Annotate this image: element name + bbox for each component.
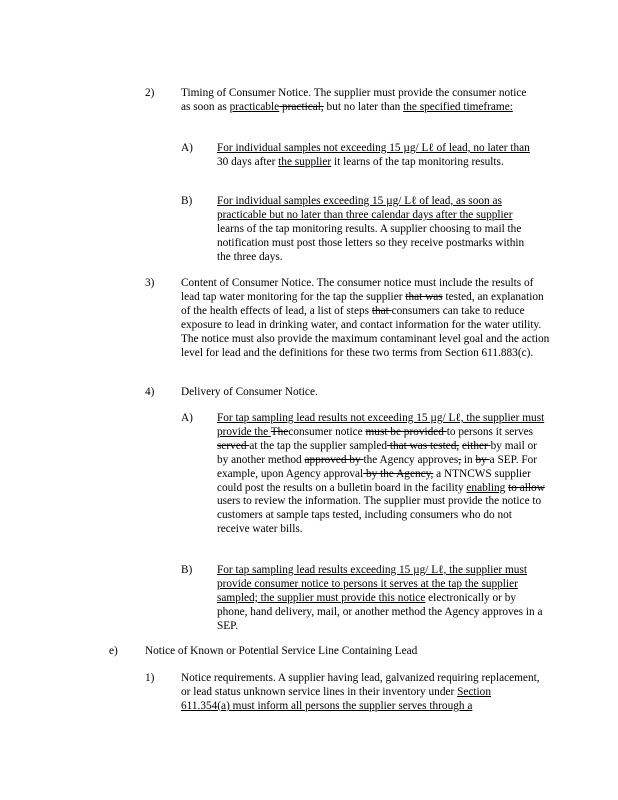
item-4-heading: Delivery of Consumer Notice. bbox=[181, 386, 318, 398]
deleted-text: , bbox=[458, 453, 462, 466]
inserted-text: enabling bbox=[466, 481, 506, 494]
item-3-number: 3) bbox=[145, 277, 155, 289]
item-2b-text: learns of the tap monitoring results. A supplier choosing to mail the notification must post those letters so they receive postmarks within the three days. bbox=[217, 222, 525, 263]
item-2b-label: B) bbox=[181, 195, 193, 207]
item-2a-paragraph bbox=[217, 142, 537, 170]
item-3-text: Content of Consumer Notice. The consumer notice must include the results of lead tap water monitoring for the tap the supplier bbox=[181, 277, 534, 303]
item-4a-text: the Agency approves bbox=[363, 453, 459, 466]
item-2a-text: it learns of the tap monitoring results. bbox=[331, 155, 504, 168]
item-4b-text: electronically or by phone, hand delivery, mail, or another method the Agency approves in a SEP. bbox=[217, 591, 543, 632]
deleted-text: approved by bbox=[304, 453, 364, 466]
deleted-text: must be provided bbox=[365, 425, 447, 438]
section-e-item-1-number: 1) bbox=[145, 672, 155, 684]
item-4a-text: users to review the information. The supplier must provide the notice to customers at sample taps tested, including consumers who do not receive water bills. bbox=[217, 495, 542, 536]
item-4a-text: by mail or by another method bbox=[217, 439, 538, 466]
item-4a-text: in bbox=[461, 453, 476, 466]
inserted-text: For individual samples not exceeding 15 µg/ Lℓ of lead, no later than bbox=[217, 142, 530, 154]
inserted-text: practicable bbox=[229, 100, 280, 113]
item-3-text: tested, an explanation of the health effects of lead, a list of steps bbox=[181, 290, 544, 317]
item-2b-paragraph bbox=[217, 195, 539, 265]
item-4a-text: to persons it serves bbox=[446, 425, 534, 438]
deleted-text: by bbox=[475, 453, 490, 466]
item-4a-label: A) bbox=[181, 412, 193, 424]
deleted-text: practical, bbox=[279, 100, 324, 113]
deleted-text: that was bbox=[405, 290, 443, 303]
deleted-text: to allow bbox=[508, 481, 545, 494]
section-e-item-1-text: Notice requirements. A supplier having lead, galvanized requiring replacement, or lead status unknown service lines in their inventory under bbox=[181, 672, 540, 698]
deleted-text: served bbox=[217, 439, 250, 452]
item-2-text: Timing of Consumer Notice. The supplier must provide the consumer notice as soon as bbox=[181, 87, 527, 113]
inserted-text: the specified timeframe: bbox=[403, 100, 513, 113]
item-4b-label: B) bbox=[181, 564, 193, 576]
item-3-paragraph bbox=[181, 277, 553, 360]
inserted-text: Section 611.354(a) must inform all persons the supplier serves through a bbox=[181, 685, 491, 712]
item-2a-label: A) bbox=[181, 142, 193, 154]
item-3-text: consumers can take to reduce exposure to lead in drinking water, and contact information for the water utility. The notice must also provide the maximum contaminant level goal and the action level for lead and the definitions for these two terms from Section 611.883(c). bbox=[181, 304, 550, 359]
item-4a-text: at the tap the supplier sampled bbox=[249, 439, 388, 452]
section-e-heading: Notice of Known or Potential Service Line Containing Lead bbox=[145, 645, 418, 657]
item-2-text: but no later than bbox=[323, 100, 404, 113]
item-4a-text: a NTNCWS supplier could post the results on a bulletin board in the facility bbox=[217, 467, 531, 494]
inserted-text: For individual samples exceeding 15 µg/ Lℓ of lead, as soon as practicable but no later than three calendar days after the supplier bbox=[217, 195, 513, 221]
item-4a-paragraph bbox=[217, 412, 545, 537]
deleted-text: that bbox=[371, 304, 392, 317]
item-4b-paragraph bbox=[217, 564, 545, 634]
deleted-text: by the Agency, bbox=[363, 467, 434, 480]
item-4a-text: consumer notice bbox=[288, 425, 366, 438]
item-2-number: 2) bbox=[145, 87, 155, 99]
item-4-number: 4) bbox=[145, 386, 155, 398]
inserted-text: For tap sampling lead results exceeding 15 µg/ Lℓ, the supplier must provide consumer notice to persons it serves at the tap the supplier sampled; the supplier must provide this notice bbox=[217, 564, 527, 604]
section-e-item-1-paragraph bbox=[181, 672, 541, 714]
deleted-text: The bbox=[270, 425, 289, 438]
item-4a-text: a SEP. For example, upon Agency approval bbox=[217, 453, 538, 480]
deleted-text: either bbox=[462, 439, 491, 452]
deleted-text: that was tested, bbox=[387, 439, 460, 452]
section-e-label: e) bbox=[109, 645, 118, 657]
item-2-paragraph bbox=[181, 87, 531, 115]
item-2a-text: 30 days after bbox=[217, 155, 279, 168]
inserted-text: the supplier bbox=[278, 155, 332, 168]
inserted-text: For tap sampling lead results not exceeding 15 µg/ Lℓ, the supplier must provide the bbox=[217, 412, 545, 438]
